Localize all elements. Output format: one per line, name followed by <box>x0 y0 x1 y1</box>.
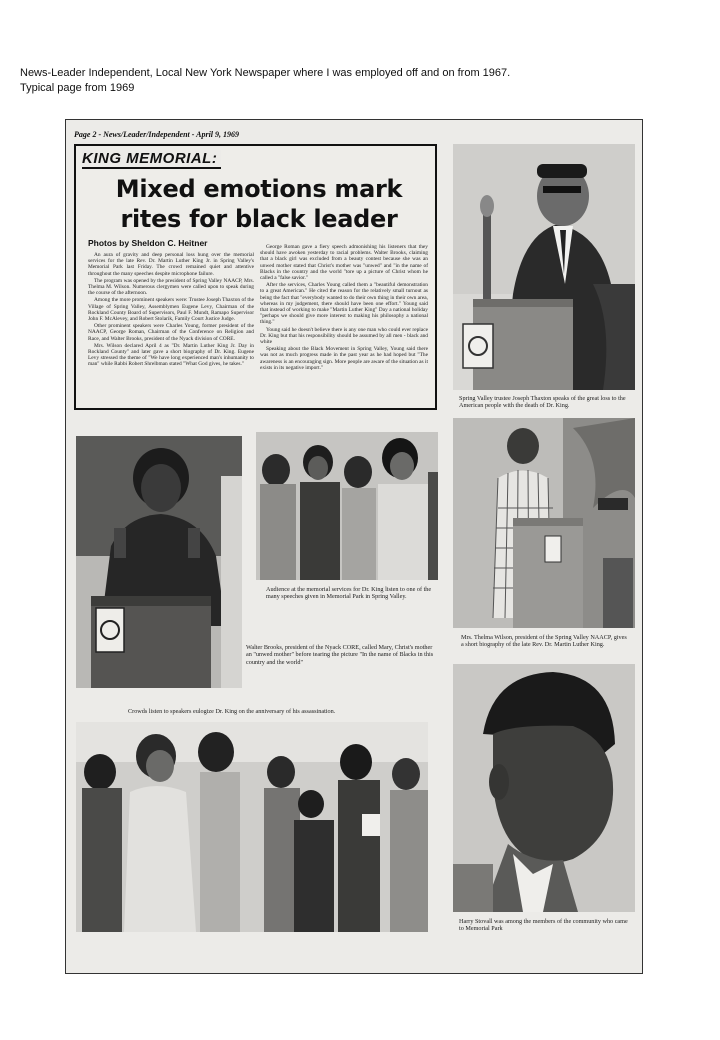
newspaper-page-scan <box>65 119 643 974</box>
photo-harry-stovall <box>453 664 635 912</box>
article-paragraph: George Roman gave a fiery speech admonishing his listeners that they should have awoken yesterday to racial problems. Walter Brooks, claiming that a black girl was excluded from a beauty contest because she was an unwed mother stated that Christ's mother was "unwed" and "in the name of Blacks in the country and the world "tore up a picture of Christ whom he called a "false savior." <box>260 244 428 282</box>
photo-walter-brooks <box>76 436 242 688</box>
article-kicker: KING MEMORIAL: <box>82 150 221 169</box>
photo-thelma-wilson <box>453 418 635 628</box>
article-column-2 <box>260 244 428 372</box>
article-column-1 <box>88 252 254 369</box>
article-byline: Photos by Sheldon C. Heitner <box>88 238 208 248</box>
article-paragraph: Among the more prominent speakers were: Trustee Joseph Thaxton of the Village of Spring Valley, Assemblymen Eugene Levy, Chairman of the Rockland County Board of Supervisors, Paul F. Mundt, Ramapo Supervisor John F. McAlevey, and Robert Stolarik, Family Court Justice Judge. <box>88 297 254 323</box>
caption-crowds: Crowds listen to speakers eulogize Dr. King on the anniversary of his assassination. <box>128 708 336 715</box>
document-note <box>20 66 510 96</box>
headline-line1: Mixed emotions mark <box>115 175 403 203</box>
article-paragraph: Speaking about the Black Movement in Spring Valley, Young said there was not as much progress made in the past year as he had hoped but "The awareness is an encouraging sign. More people are aware of the situation as it exists in its negative import." <box>260 346 428 371</box>
article-paragraph: After the services, Charles Young called them a "beautiful demonstration to a great American." He cited the reason for the relatively small turnout as being the fact that "everybody wanted to do their own thing in their own area, whereas in my judgement, there should have been one effort." Young said that instead of working to make "Martin Luther King" Day a national holiday "perhaps we should give more interest to making his philosophy a national thing." <box>260 282 428 326</box>
document-note-line1: News-Leader Independent, Local New York Newspaper where I was employed off and on from 1967. <box>20 67 511 79</box>
caption-brooks: Walter Brooks, president of the Nyack CORE, called Mary, Christ's mother an "unwed mother" before tearing the picture "In the name of Blacks in this country and the world" <box>246 644 434 666</box>
caption-audience: Audience at the memorial services for Dr. King listen to one of the many speeches given in Memorial Park in Spring Valley. <box>266 586 432 601</box>
article-paragraph: Other prominent speakers were Charles Young, former president of the NAACP, George Roman, Chairman of the Conference on Religion and Race, and Walter Brooks, president of the Nyack division of CORE. <box>88 323 254 342</box>
caption-wilson: Mrs. Thelma Wilson, president of the Spring Valley NAACP, gives a short biography of the late Rev. Dr. Martin Luther King. <box>461 634 627 649</box>
photo-audience <box>256 432 438 580</box>
photo-thaxton-speaking <box>453 144 635 390</box>
page-folio: Page 2 - News/Leader/Independent - April 9, 1969 <box>74 130 240 139</box>
caption-thaxton: Spring Valley trustee Joseph Thaxton speaks of the great loss to the American people with the death of Dr. King. <box>459 395 626 410</box>
article-paragraph: The program was opened by the president of Spring Valley NAACP, Mrs. Thelma M. Wilson. Numerous clergymen were called upon to speak during the course of the afternoon. <box>88 277 254 297</box>
photo-crowds <box>76 722 428 932</box>
document-note-line2: Typical page from 1969 <box>20 82 135 94</box>
article-box <box>74 144 437 410</box>
article-paragraph: Mrs. Wilson declared April 4 as "Dr. Martin Luther King Jr. Day in Rockland County" and later gave a short biography of Dr. King. Eugene Levy stressed the theme of "We have long experienced man's inhumanity to man" while Rabbi Robert Shrelbman stated "What God gives, he takes." <box>88 342 254 368</box>
article-paragraph: Young said he doesn't believe there is any one man who could ever replace Dr. King but that his responsibility should be assumed by all men - black and white <box>260 326 428 346</box>
caption-stovall: Harry Stovall was among the members of the community who came to Memorial Park <box>459 918 628 933</box>
article-paragraph: An aura of gravity and deep personal loss hung over the memorial services for the late Rev. Dr. Martin Luther King Jr. in Spring Valley's Memorial Park last Friday. The crowd remained quiet and attentive throughout the many speeches despite microphone failure. <box>88 252 254 277</box>
article-headline <box>84 174 434 234</box>
headline-line2: rites for black leader <box>120 205 398 233</box>
